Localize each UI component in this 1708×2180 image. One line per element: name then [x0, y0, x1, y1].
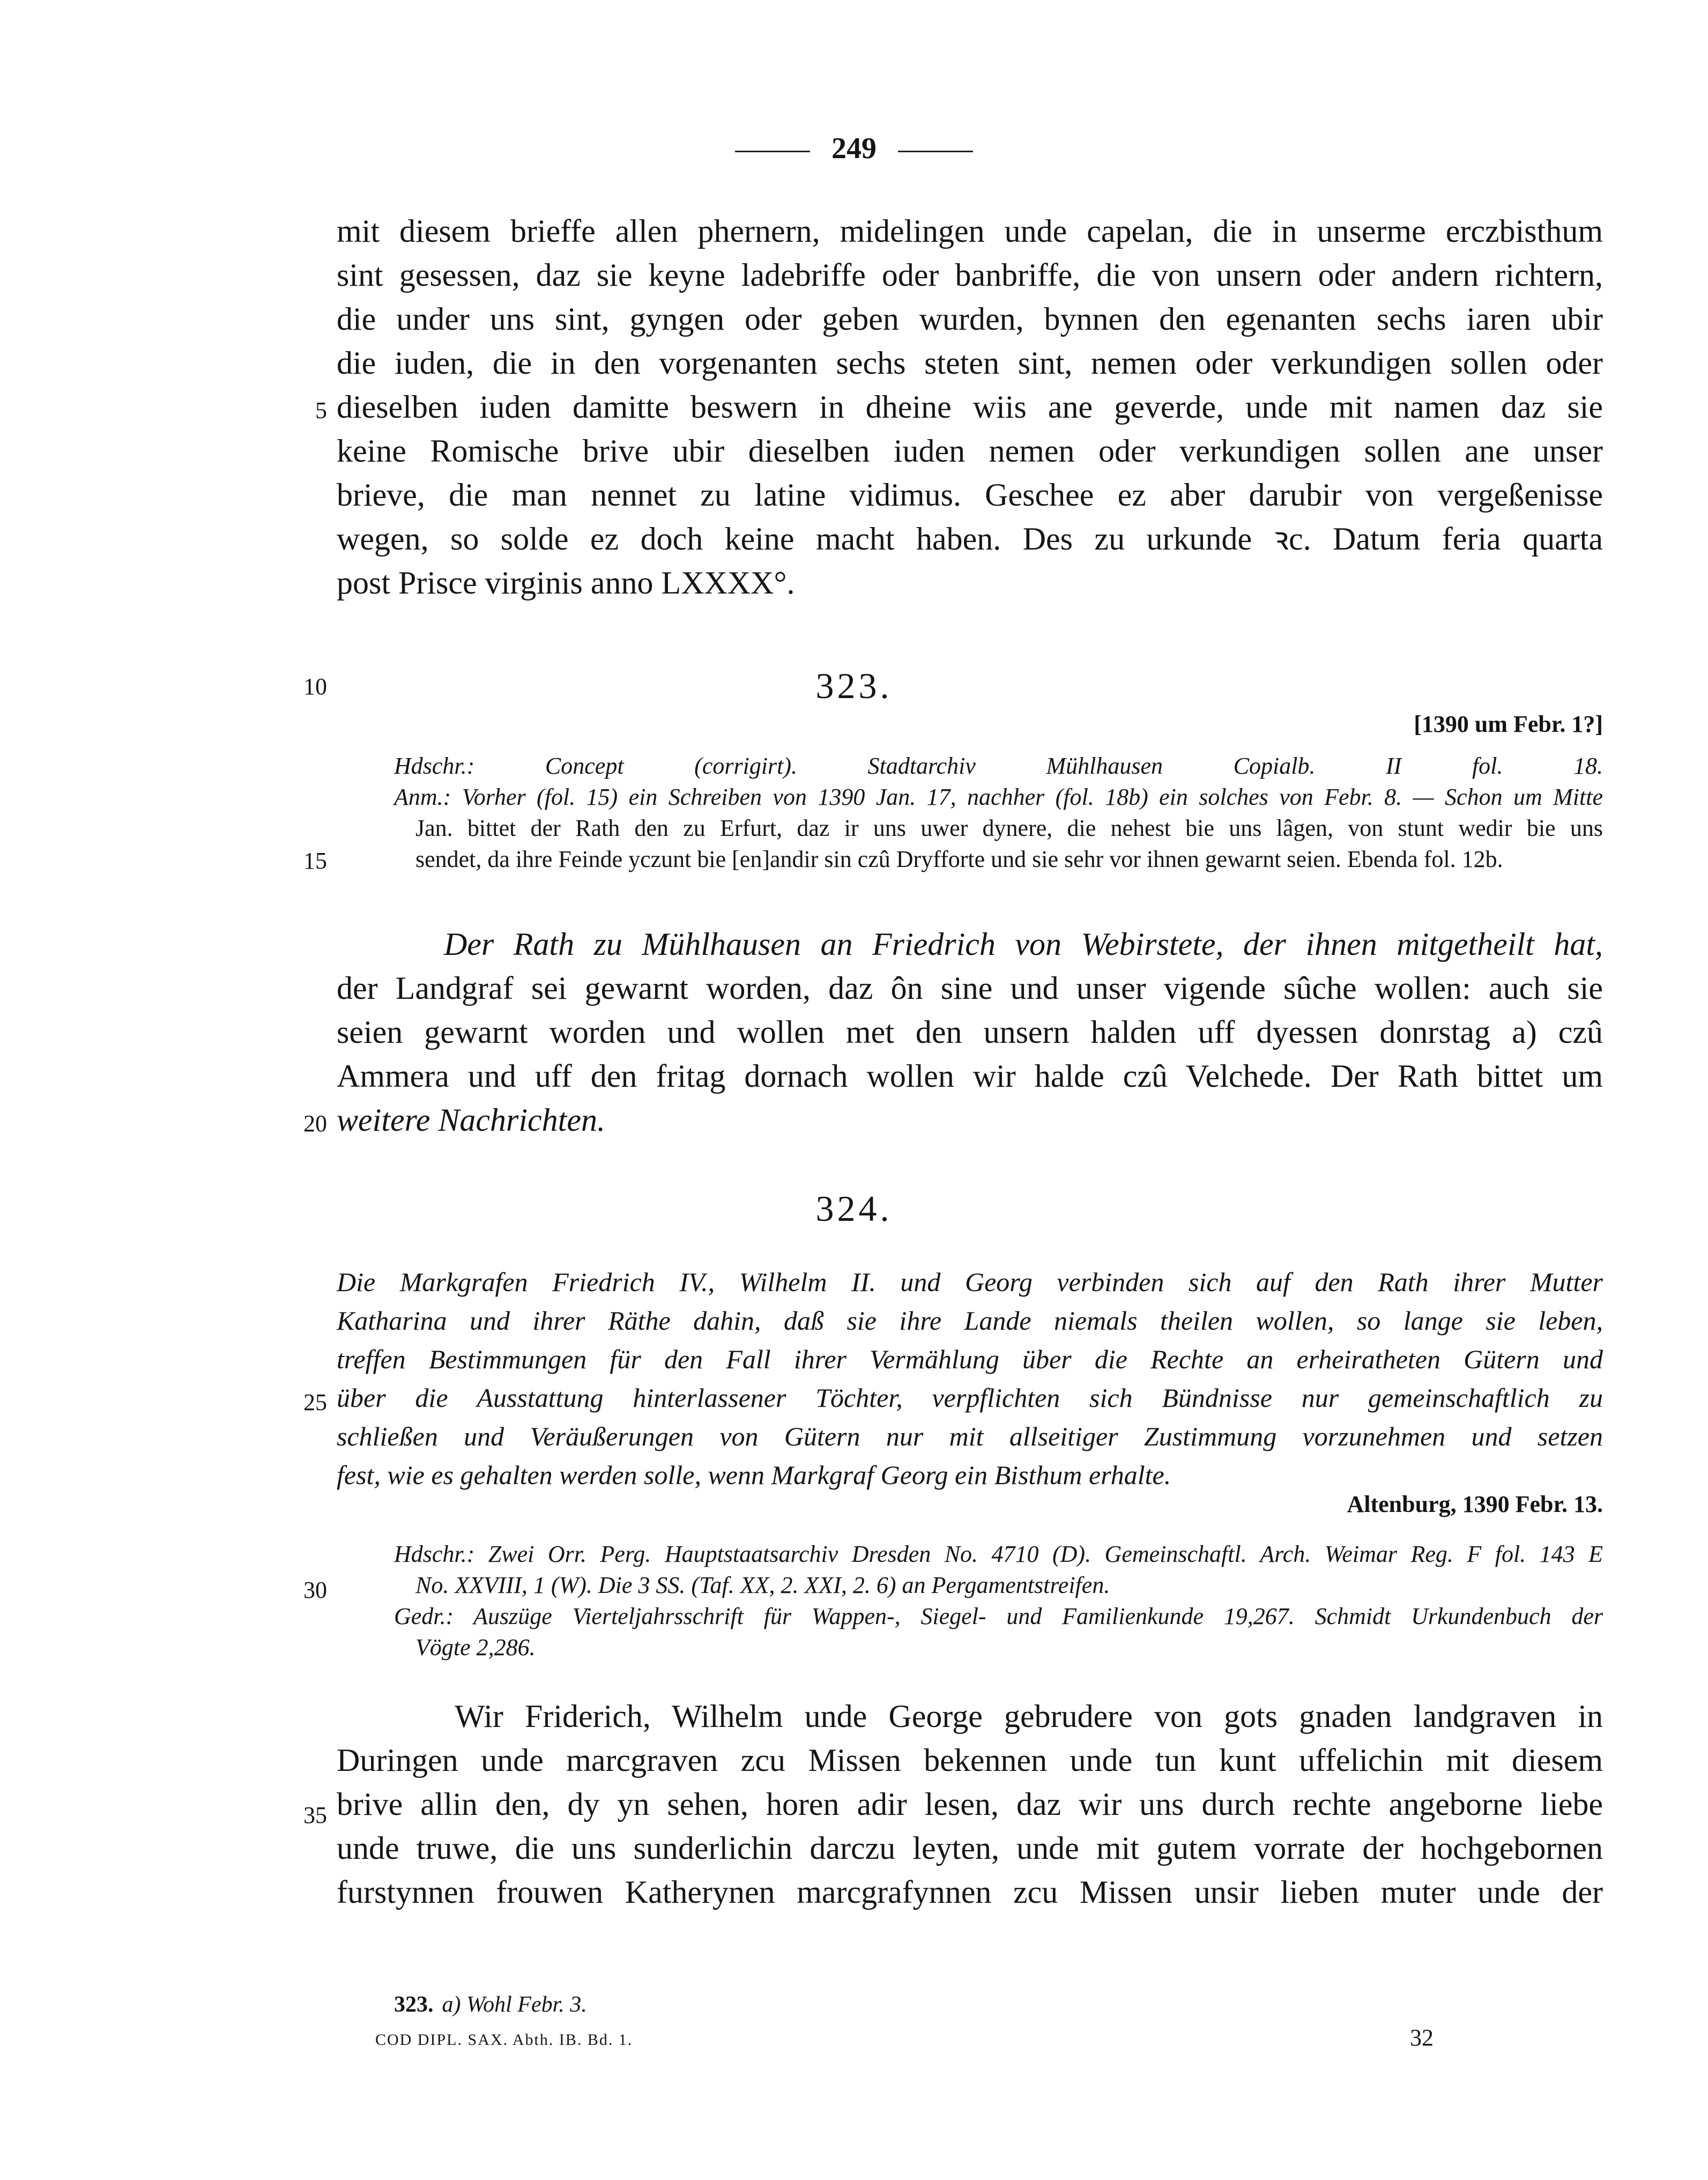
- text-line: brieve, die man nennet zu latine vidimus. Geschee ez aber darubir von vergeßenisse: [337, 477, 1603, 513]
- text-323: [337, 922, 1603, 1142]
- text-line: Ammera und uff den fritag dornach wollen wir halde czû Velchede. Der Rath bittet um: [337, 1058, 1603, 1094]
- footnote-ref: 323.: [394, 1992, 434, 2017]
- text-line: keine Romische brive ubir dieselben iuden nemen oder verkundigen sollen ane unser: [337, 433, 1603, 469]
- text-line: brive allin den, dy yn sehen, horen adir lesen, daz wir uns durch rechte angeborne liebe: [337, 1786, 1603, 1822]
- document-number-323: 323.: [815, 665, 893, 706]
- line-number: 5: [315, 397, 327, 424]
- sheet-number: 32: [1410, 2025, 1434, 2051]
- text-line: dieselben iuden damitte beswern in dheine wiis ane geverde, unde mit namen daz sie: [337, 389, 1603, 425]
- text-line: furstynnen frouwen Katherynen marcgrafynnen zcu Missen unsir lieben muter unde der: [337, 1874, 1603, 1910]
- running-head: [0, 131, 1708, 166]
- footnote: [394, 1992, 587, 2018]
- regest-324: [337, 1263, 1603, 1494]
- regest-line: schließen und Veräußerungen von Gütern nur mit allseitiger Zustimmung vorzunehmen und setzen: [337, 1421, 1603, 1451]
- text-line: weitere Nachrichten.: [337, 1102, 605, 1138]
- apparatus-line: No. XXVIII, 1 (W). Die 3 SS. (Taf. XX, 2. XXI, 2. 6) an Pergamentstreifen.: [415, 1572, 1110, 1598]
- document-date-324: Altenburg, 1390 Febr. 13.: [1347, 1491, 1603, 1517]
- signature-line: COD DIPL. SAX. Abth. IB. Bd. 1.: [375, 2031, 633, 2049]
- page-number: 249: [831, 132, 877, 165]
- text-line: unde truwe, die uns sunderlichin darczu leyten, unde mit gutem vorrate der hochgebornen: [337, 1830, 1603, 1866]
- document-number-324: 324.: [815, 1188, 893, 1229]
- line-number: 25: [303, 1389, 327, 1415]
- apparatus-line: sendet, da ihre Feinde yczunt bie [en]andir sin czû Dryfforte und sie sehr vor ihnen gewarnt seien. Ebenda fol. 12b.: [415, 846, 1503, 872]
- head-rule-left: [735, 151, 810, 152]
- regest-line: fest, wie es gehalten werden solle, wenn Markgraf Georg ein Bisthum erhalte.: [337, 1460, 1171, 1490]
- document-date-323: [1390 um Febr. 1?]: [1414, 711, 1603, 737]
- apparatus-line: Gedr.: Auszüge Vierteljahrsschrift für Wappen-, Siegel- und Familienkunde 19,267. Schmidt Urkundenbuch der: [394, 1603, 1603, 1629]
- line-number: 15: [303, 848, 327, 874]
- regest-line: treffen Bestimmungen für den Fall ihrer Vermählung über die Rechte an erheiratheten Gütern und: [337, 1344, 1603, 1374]
- text-line: der Landgraf sei gewarnt worden, daz ôn sine und unser vigende sûche wollen: auch sie: [337, 970, 1603, 1006]
- apparatus-line: Anm.: Vorher (fol. 15) ein Schreiben von 1390 Jan. 17, nachher (fol. 18b) ein solches von Febr. 8. — Schon um Mitte: [394, 784, 1603, 810]
- text-line: wegen, so solde ez doch keine macht haben. Des zu urkunde ꝛc. Datum feria quarta: [337, 521, 1603, 557]
- top-passage: [337, 209, 1603, 605]
- text-line: post Prisce virginis anno LXXXX°.: [337, 565, 795, 600]
- apparatus-line: Hdschr.: Zwei Orr. Perg. Hauptstaatsarchiv Dresden No. 4710 (D). Gemeinschaftl. Arch. Weimar Reg. F fol. 143 E: [394, 1541, 1603, 1567]
- apparatus-line: Jan. bittet der Rath den zu Erfurt, daz ir uns uwer dynere, die nehest bie uns lâgen, von stunt wedir bie uns: [415, 815, 1603, 841]
- text-line: sint gesessen, daz sie keyne ladebriffe oder banbriffe, die von unsern oder andern richtern,: [337, 257, 1603, 293]
- apparatus-324: [394, 1539, 1603, 1663]
- text-line: Duringen unde marcgraven zcu Missen bekennen unde tun kunt uffelichin mit diesem: [337, 1742, 1603, 1778]
- text-line: die under uns sint, gyngen oder geben wurden, bynnen den egenanten sechs iaren ubir: [337, 301, 1603, 337]
- regest-line: Katharina und ihrer Räthe dahin, daß sie ihre Lande niemals theilen wollen, so lange sie leben,: [337, 1306, 1603, 1336]
- line-number: 30: [303, 1577, 327, 1603]
- regest-line: über die Ausstattung hinterlassener Töchter, verpflichten sich Bündnisse nur gemeinschaftlich zu: [337, 1383, 1603, 1413]
- line-number: 35: [303, 1802, 327, 1828]
- apparatus-line: Vögte 2,286.: [415, 1634, 536, 1660]
- footnote-text: a) Wohl Febr. 3.: [442, 1992, 587, 2017]
- text-line: Wir Friderich, Wilhelm unde George gebrudere von gots gnaden landgraven in: [455, 1699, 1603, 1734]
- text-line: die iuden, die in den vorgenanten sechs steten sint, nemen oder verkundigen sollen oder: [337, 345, 1603, 381]
- line-number: 20: [303, 1110, 327, 1137]
- text-line: Der Rath zu Mühlhausen an Friedrich von Webirstete, der ihnen mitgetheilt hat,: [444, 926, 1603, 962]
- apparatus-line: Hdschr.: Concept (corrigirt). Stadtarchiv Mühlhausen Copialb. II fol. 18.: [394, 753, 1603, 779]
- text-line: mit diesem brieffe allen phernern, midelingen unde capelan, die in unserme erczbisthum: [337, 213, 1603, 249]
- text-line: seien gewarnt worden und wollen met den unsern halden uff dyessen donrstag a) czû: [337, 1014, 1603, 1050]
- line-number: 10: [303, 673, 327, 700]
- regest-line: Die Markgrafen Friedrich IV., Wilhelm II. und Georg verbinden sich auf den Rath ihrer Mutter: [337, 1267, 1603, 1297]
- text-324: [337, 1694, 1603, 1914]
- head-rule-right: [898, 151, 973, 152]
- apparatus-323: [394, 751, 1603, 875]
